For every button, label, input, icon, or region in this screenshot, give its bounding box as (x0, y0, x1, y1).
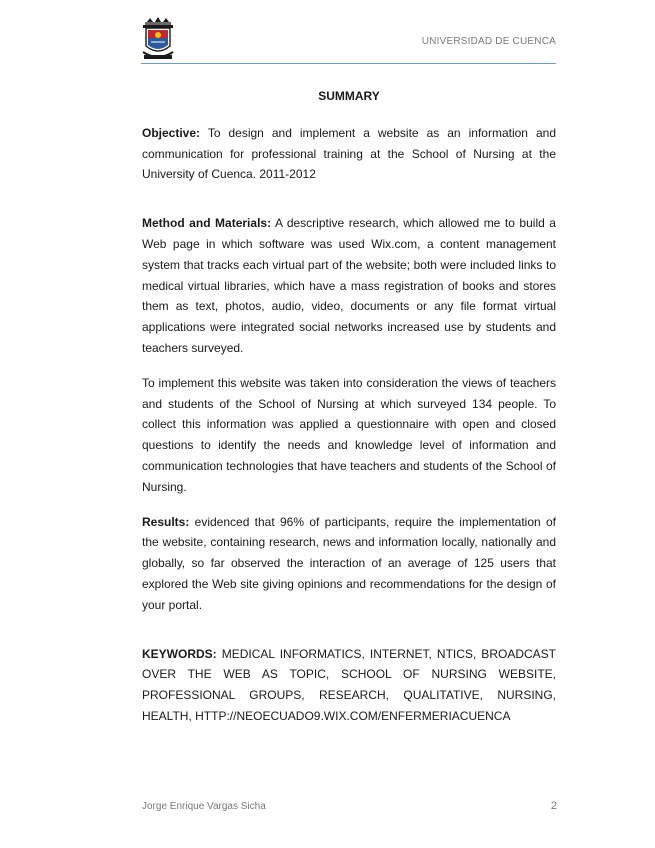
keywords-text: MEDICAL INFORMATICS, INTERNET, NTICS, BROADCAST OVER THE WEB AS TOPIC, SCHOOL OF NURSING WEBSITE, PROFESSIONAL GROUPS, RESEARCH, QUALITATIVE, NURSING, HEALTH, HTTP://NEOECUADO9.WIX.COM/ENFERMERIACUENCA (142, 646, 556, 723)
method-text: A descriptive research, which allowed me to build a Web page in which software was used Wix.com, a content management system that tracks each virtual part of the website; both were included links to medical virtual libraries, which have a mass registration of books and stores them as text, photos, audio, video, documents or any file format virtual applications were integrated social networks increased use by students and teachers surveyed. (142, 216, 556, 355)
header-divider (141, 63, 556, 64)
method-label: Method and Materials: (142, 216, 272, 231)
document-body (142, 86, 556, 727)
objective-label: Objective: (142, 125, 201, 140)
implementation-paragraph: To implement this website was taken into consideration the views of teachers and students of the School of Nursing at which surveyed 134 people. To collect this information was applied a questionnaire with open and closed questions to identify the needs and knowledge level of information and communication technologies that have teachers and students of the School of Nursing. (142, 375, 556, 494)
objective-paragraph (142, 123, 556, 185)
results-paragraph (142, 512, 556, 616)
objective-text: To design and implement a website as an information and communication for professional training at the School of Nursing at the University of Cuenca. 2011-2012 (142, 125, 556, 182)
method-paragraph (142, 213, 556, 359)
results-text: evidenced that 96% of participants, require the implementation of the website, containing research, news and information locally, nationally and globally, so far observed the interaction of an average of 125 users that explored the Web site giving opinions and recommendations for the design of your portal. (142, 514, 556, 612)
header-institution: UNIVERSIDAD DE CUENCA (421, 36, 556, 47)
results-label: Results: (142, 514, 190, 529)
footer-author: Jorge Enrique Vargas Sicha (142, 801, 266, 812)
university-crest-icon (141, 16, 175, 62)
keywords-label: KEYWORDS: (142, 646, 217, 661)
keywords-paragraph (142, 644, 556, 727)
page-number: 2 (550, 800, 557, 812)
page-title: SUMMARY (318, 89, 380, 103)
